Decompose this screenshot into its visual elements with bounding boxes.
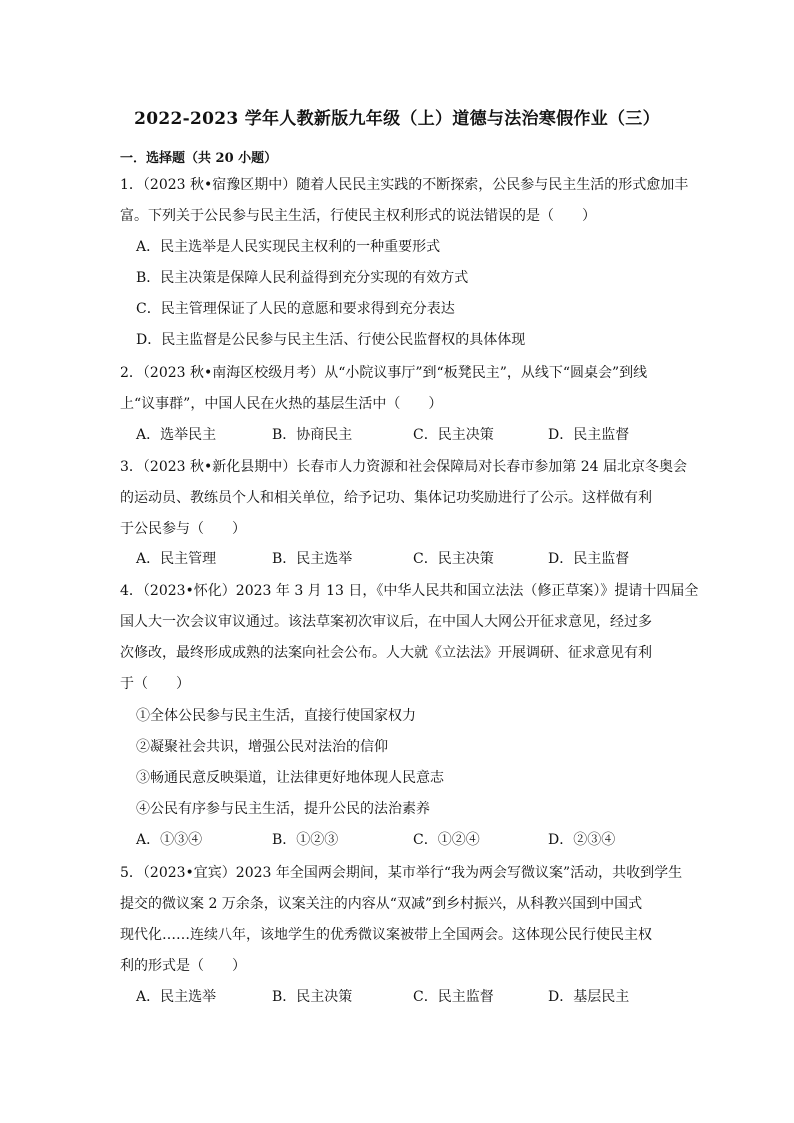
q4-option-b: B．①②③ xyxy=(272,832,339,848)
q4-statement-4: ④公民有序参与民主生活，提升公民的法治素养 xyxy=(136,801,430,817)
q4-stem-line3: 次修改，最终形成成熟的法案向社会公布。人大就《立法法》开展调研、征求意见有利 xyxy=(120,645,652,661)
q2-option-c: C．民主决策 xyxy=(413,427,494,443)
q1-option-c: C．民主管理保证了人民的意愿和要求得到充分表达 xyxy=(136,301,455,317)
q4-option-d: D．②③④ xyxy=(548,832,616,848)
q1-stem-line2: 富。下列关于公民参与民主生活，行使民主权利形式的说法错误的是（ ） xyxy=(120,208,596,224)
page-title: 2022-2023 学年人教新版九年级（上）道德与法治寒假作业（三） xyxy=(134,109,660,129)
q1-option-a: A．民主选举是人民实现民主权利的一种重要形式 xyxy=(136,239,441,255)
q4-stem-line4: 于（ ） xyxy=(120,676,190,692)
q3-stem-line3: 于公民参与（ ） xyxy=(120,521,246,537)
q5-stem-line2: 提交的微议案 2 万余条，议案关注的内容从“双减”到乡村振兴，从科教兴国到中国式 xyxy=(120,896,643,912)
q4-stem-line2: 国人大一次会议审议通过。该法草案初次审议后，在中国人大网公开征求意见，经过多 xyxy=(120,614,652,630)
q5-stem-line3: 现代化……连续八年，该地学生的优秀微议案被带上全国两会。这体现公民行使民主权 xyxy=(120,927,652,943)
q4-option-a: A．①③④ xyxy=(136,832,203,848)
q4-statement-1: ①全体公民参与民主生活，直接行使国家权力 xyxy=(136,708,416,724)
q5-option-c: C．民主监督 xyxy=(413,989,494,1005)
q3-option-b: B．民主选举 xyxy=(272,551,353,567)
q4-option-c: C．①②④ xyxy=(413,832,480,848)
q2-stem-line1: 2．（2023 秋•南海区校级月考）从“小院议事厅”到“板凳民主”，从线下“圆桌会”到线 xyxy=(120,365,648,381)
q5-option-a: A．民主选举 xyxy=(136,989,217,1005)
q2-option-b: B．协商民主 xyxy=(272,427,353,443)
q5-stem-line1: 5．（2023•宜宾）2023 年全国两会期间，某市举行“我为两会写微议案”活动，共收到学生 xyxy=(120,865,683,881)
q5-option-d: D．基层民主 xyxy=(548,989,630,1005)
q4-statement-2: ②凝聚社会共识，增强公民对法治的信仰 xyxy=(136,739,388,755)
section-heading: 一．选择题（共 20 小题） xyxy=(120,151,278,166)
q3-option-d: D．民主监督 xyxy=(548,551,630,567)
q3-option-a: A．民主管理 xyxy=(136,551,217,567)
q3-stem-line2: 的运动员、教练员个人和相关单位，给予记功、集体记功奖励进行了公示。这样做有利 xyxy=(120,490,652,506)
q2-stem-line2: 上“议事群”，中国人民在火热的基层生活中（ ） xyxy=(120,396,443,412)
q4-statement-3: ③畅通民意反映渠道，让法律更好地体现人民意志 xyxy=(136,770,444,786)
q1-option-b: B．民主决策是保障人民利益得到充分实现的有效方式 xyxy=(136,270,469,286)
q1-option-d: D．民主监督是公民参与民主生活、行使公民监督权的具体体现 xyxy=(136,332,526,348)
q1-stem-line1: 1．（2023 秋•宿豫区期中）随着人民民主实践的不断探索，公民参与民主生活的形式愈加丰 xyxy=(120,177,689,193)
q5-option-b: B．民主决策 xyxy=(272,989,353,1005)
q3-option-c: C．民主决策 xyxy=(413,551,494,567)
q3-stem-line1: 3．（2023 秋•新化县期中）长春市人力资源和社会保障局对长春市参加第 24 届北京冬奥会 xyxy=(120,459,687,475)
q4-stem-line1: 4．（2023•怀化）2023 年 3 月 13 日，《中华人民共和国立法法（修正草案）》提请十四届全 xyxy=(120,583,699,599)
q5-stem-line4: 利的形式是（ ） xyxy=(120,958,246,974)
q2-option-a: A．选举民主 xyxy=(136,427,217,443)
q2-option-d: D．民主监督 xyxy=(548,427,630,443)
